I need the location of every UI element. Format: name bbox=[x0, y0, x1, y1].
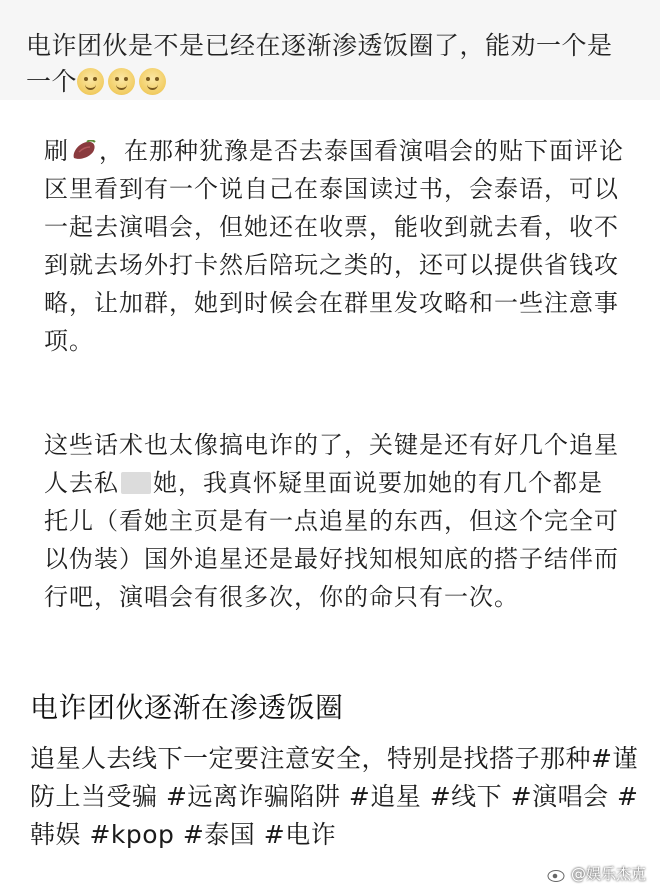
weibo-watermark bbox=[547, 863, 646, 884]
emoji-row bbox=[77, 67, 170, 96]
quoted-paragraph-2 bbox=[44, 426, 624, 616]
watermark-text: @娱乐杰克 bbox=[570, 865, 646, 883]
quoted-p2-rest: 她，我真怀疑里面说要加她的有几个都是托儿（看她主页是有一点追星的东西，但这个完全可以伪装）国外追星还是最好找知根知底的搭子结伴而行吧，演唱会有很多次，你的命只有一次。 bbox=[44, 469, 619, 611]
sweet-potato-icon bbox=[71, 140, 97, 162]
quoted-p1-rest: ，在那种犹豫是否去泰国看演唱会的贴下面评论区里看到有一个说自己在泰国读过书，会泰语，可以一起去演唱会，但她还在收票，能收到就去看，收不到就去场外打卡然后陪玩之类的，还可以提供省钱攻略，让加群，她到时候会在群里发攻略和一些注意事项。 bbox=[44, 137, 624, 355]
quoted-paragraph-1 bbox=[44, 132, 624, 360]
quoted-post-card bbox=[20, 108, 648, 668]
original-post-body: 电诈团伙是不是已经在逐渐渗透饭圈了，能劝一个是一个 bbox=[26, 31, 613, 96]
smile-icon bbox=[108, 68, 135, 95]
quoted-p1-start: 刷 bbox=[44, 137, 69, 165]
post-title: 电诈团伙逐渐在渗透饭圈 bbox=[30, 691, 344, 724]
quoted-p2-start: 这些话术也太像搞电诈的了，关键是还有好几个追星人去私 bbox=[44, 431, 619, 497]
redacted-block bbox=[121, 472, 151, 494]
post-body-with-hashtags: 追星人去线下一定要注意安全，特别是找搭子那种#谨防上当受骗 #远离诈骗陷阱 #追星 #线下 #演唱会 #韩娱 #kpop #泰国 #电诈 bbox=[30, 744, 639, 849]
smile-icon bbox=[77, 68, 104, 95]
original-post-text bbox=[26, 28, 636, 100]
original-post-header bbox=[0, 0, 660, 100]
weibo-logo-icon bbox=[547, 866, 567, 882]
smile-icon bbox=[139, 68, 166, 95]
